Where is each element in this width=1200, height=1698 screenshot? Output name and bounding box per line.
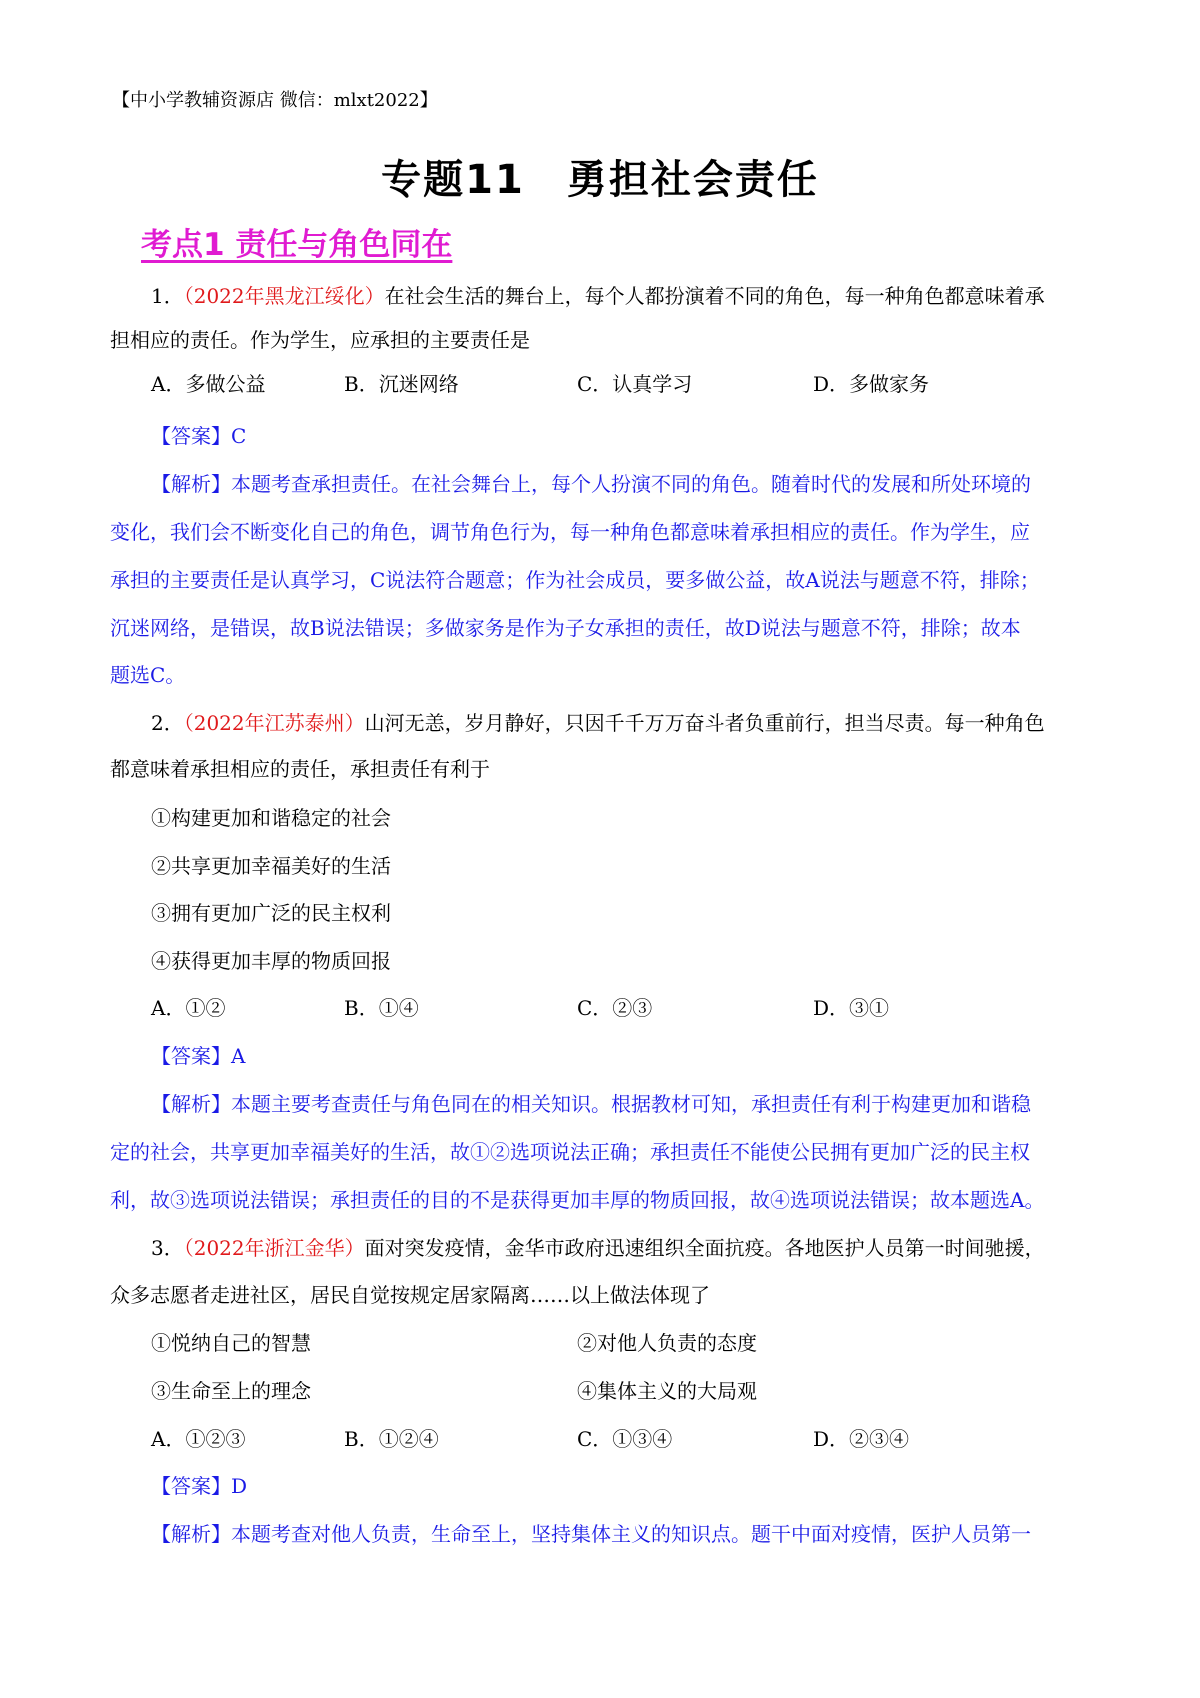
- q2-option-a: A．①②: [151, 996, 226, 1020]
- q3-analysis-line1: [151, 1520, 1141, 1548]
- q1-analysis-line4: 沉迷网络，是错误，故B说法错误；多做家务是作为子女承担的责任，故D说法与题意不符，排除；故本: [110, 616, 1021, 640]
- q2-analysis-line3: 利，故③选项说法错误；承担责任的目的不是获得更加丰厚的物质回报，故④选项说法错误；故本题选A。: [110, 1188, 1045, 1212]
- q3-answer: 【答案】D: [151, 1474, 248, 1498]
- q3-source: （2022年浙江金华）: [183, 1236, 365, 1260]
- q1-stem-line1: [151, 282, 1141, 310]
- q2-source: （2022年江苏泰州）: [183, 711, 365, 735]
- q1-answer: 【答案】C: [151, 424, 247, 448]
- q1-option-b: B．沉迷网络: [344, 372, 459, 396]
- q3-stem-text: 面对突发疫情，金华市政府迅速组织全面抗疫。各地医护人员第一时间驰援，: [364, 1236, 1045, 1260]
- q3-option-b: B．①②④: [344, 1427, 439, 1451]
- q2-option-d: D．③①: [813, 996, 890, 1020]
- q2-item-1: ①构建更加和谐稳定的社会: [151, 806, 391, 830]
- q1-source: （2022年黑龙江绥化）: [183, 284, 385, 308]
- header-note: 【中小学教辅资源店 微信：mlxt2022】: [112, 90, 438, 111]
- q3-analysis-text: 本题考查对他人负责，生命至上，坚持集体主义的知识点。题干中面对疫情，医护人员第一: [231, 1522, 1031, 1546]
- q1-option-c: C．认真学习: [577, 372, 693, 396]
- q2-analysis-line1: [151, 1090, 1141, 1118]
- q1-option-a: A．多做公益: [151, 372, 266, 396]
- q2-item-4: ④获得更加丰厚的物质回报: [151, 949, 391, 973]
- q1-analysis-line3: 承担的主要责任是认真学习，C说法符合题意；作为社会成员，要多做公益，故A说法与题意不符，排除；: [110, 568, 1040, 592]
- q2-answer: 【答案】A: [151, 1044, 246, 1068]
- q2-analysis-tag: 【解析】: [151, 1092, 231, 1116]
- q2-item-3: ③拥有更加广泛的民主权利: [151, 901, 391, 925]
- q1-stem-line2: 担相应的责任。作为学生，应承担的主要责任是: [110, 328, 530, 352]
- q1-option-d: D．多做家务: [813, 372, 930, 396]
- section-heading: 考点1 责任与角色同在: [141, 227, 453, 263]
- q3-stem-line1: [151, 1234, 1141, 1262]
- q3-item-1: ①悦纳自己的智慧: [151, 1331, 311, 1355]
- q1-analysis-line5: 题选C。: [110, 663, 186, 687]
- q2-stem-text: 山河无恙，岁月静好，只因千千万万奋斗者负重前行，担当尽责。每一种角色: [364, 711, 1045, 735]
- q1-analysis-line2: 变化，我们会不断变化自己的角色，调节角色行为，每一种角色都意味着承担相应的责任。作为学生，应: [110, 520, 1030, 544]
- q2-item-2: ②共享更加幸福美好的生活: [151, 854, 391, 878]
- q1-analysis-text: 本题考查承担责任。在社会舞台上，每个人扮演不同的角色。随着时代的发展和所处环境的: [231, 472, 1031, 496]
- q1-analysis-line1: [151, 470, 1141, 498]
- page-title: 专题11 勇担社会责任: [381, 157, 819, 203]
- q2-option-b: B．①④: [344, 996, 419, 1020]
- q3-number: 3．: [151, 1236, 184, 1260]
- q2-stem-line1: [151, 709, 1141, 737]
- q2-option-c: C．②③: [577, 996, 653, 1020]
- q2-stem-line2: 都意味着承担相应的责任，承担责任有利于: [110, 757, 490, 781]
- q3-item-4: ④集体主义的大局观: [577, 1379, 757, 1403]
- q3-item-2: ②对他人负责的态度: [577, 1331, 757, 1355]
- q3-analysis-tag: 【解析】: [151, 1522, 231, 1546]
- q2-number: 2．: [151, 711, 184, 735]
- q3-option-d: D．②③④: [813, 1427, 910, 1451]
- q3-stem-line2: 众多志愿者走进社区，居民自觉按规定居家隔离……以上做法体现了: [110, 1283, 710, 1307]
- q3-option-a: A．①②③: [151, 1427, 246, 1451]
- q3-option-c: C．①③④: [577, 1427, 673, 1451]
- q1-analysis-tag: 【解析】: [151, 472, 231, 496]
- q1-stem-text: 在社会生活的舞台上，每个人都扮演着不同的角色，每一种角色都意味着承: [384, 284, 1045, 308]
- q1-number: 1．: [151, 284, 184, 308]
- q2-analysis-line2: 定的社会，共享更加幸福美好的生活，故①②选项说法正确；承担责任不能使公民拥有更加广泛的民主权: [110, 1140, 1030, 1164]
- q3-item-3: ③生命至上的理念: [151, 1379, 311, 1403]
- q2-analysis-text: 本题主要考查责任与角色同在的相关知识。根据教材可知，承担责任有利于构建更加和谐稳: [231, 1092, 1031, 1116]
